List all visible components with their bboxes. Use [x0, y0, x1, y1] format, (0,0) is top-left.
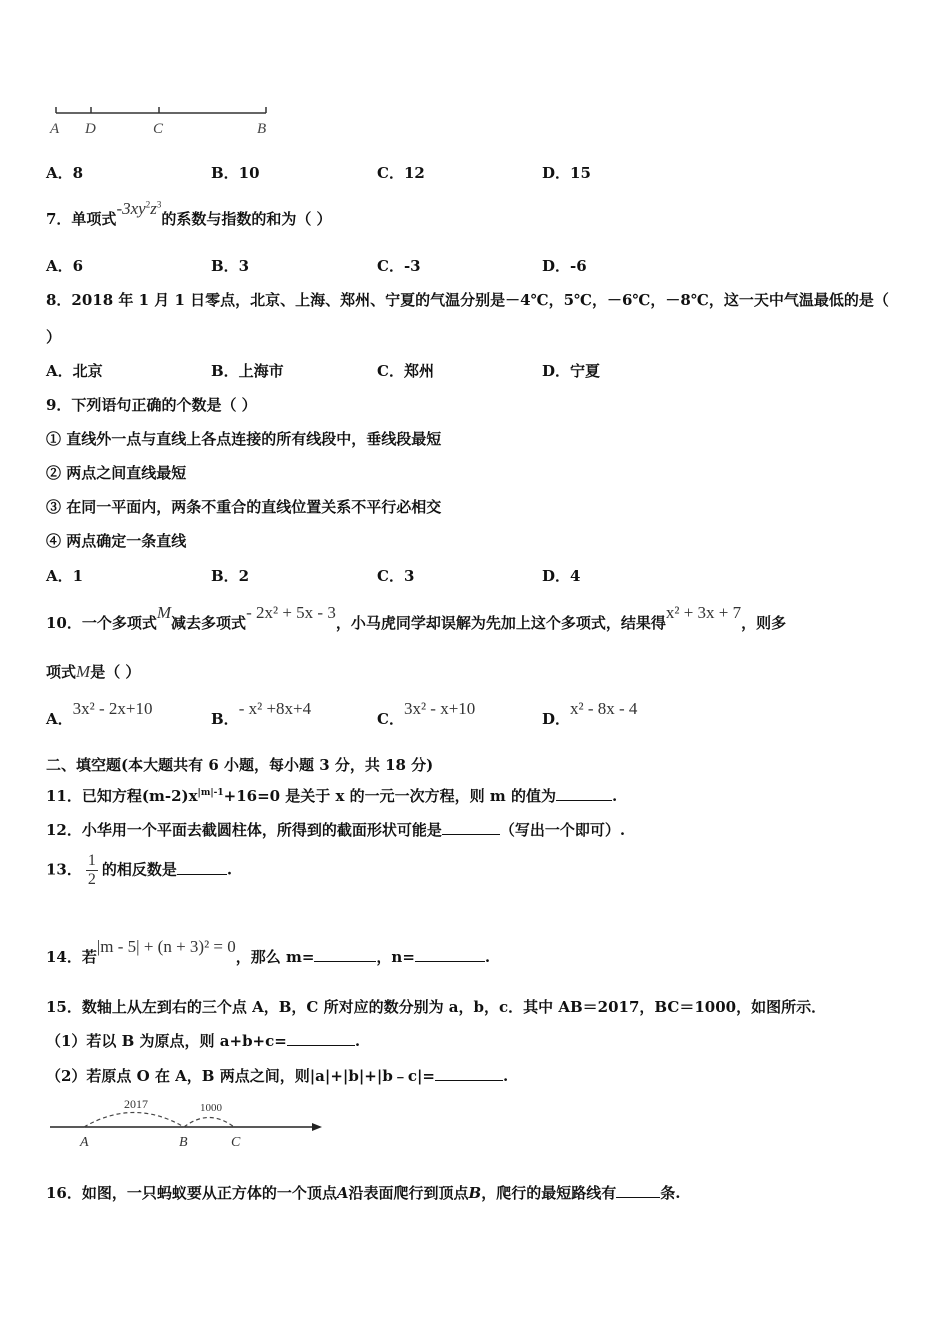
q10-wrong-result: x² + 3x + 7: [665, 603, 742, 622]
q9-option-d: D．4: [542, 567, 581, 585]
point-label-c: C: [153, 121, 164, 137]
q14-m-blank[interactable]: [314, 947, 376, 962]
q8-option-a: A．北京: [46, 362, 103, 380]
q7-option-c: C．-3: [377, 257, 421, 275]
question-12: 12．小华用一个平面去截圆柱体，所得到的截面形状可能是 （写出一个即可）.: [46, 821, 626, 839]
point-label-c: C: [231, 1135, 241, 1150]
q9-statement-3: ③ 在同一平面内，两条不重合的直线位置关系不平行必相交: [46, 498, 442, 516]
q10-option-d: D．x² - 8x - 4: [542, 699, 638, 728]
q7-option-a: A．6: [46, 257, 84, 275]
q15-part-2: （2）若原点 O 在 A，B 两点之间，则|a|+|b|+|b﹣c|= .: [46, 1067, 509, 1085]
q10-option-c: C．3x² - x+10: [377, 699, 476, 728]
q8-option-b: B．上海市: [211, 362, 284, 380]
q6-option-c: C．12: [377, 164, 425, 182]
q15-part1-blank[interactable]: [287, 1031, 355, 1046]
q12-answer-blank[interactable]: [442, 820, 500, 835]
q9-statement-4: ④ 两点确定一条直线: [46, 532, 187, 550]
q6-option-b: B．10: [211, 164, 260, 182]
q7-monomial: $-3xy^2z^3$: [116, 199, 162, 218]
q9-option-a: A．1: [46, 567, 84, 585]
q15-part2-blank[interactable]: [435, 1066, 503, 1081]
q11-answer-blank[interactable]: [556, 786, 612, 801]
question-10-line2: 项式M是（ ）: [46, 662, 141, 681]
q6-option-d: D．15: [542, 164, 591, 182]
question-16: 16．如图，一只蚂蚁要从正方体的一个顶点A沿表面爬行到顶点B，爬行的最短路线有 条.: [46, 1184, 681, 1202]
q9-option-b: B．2: [211, 567, 250, 585]
q7-option-b: B．3: [211, 257, 250, 275]
q10-subtracted-polynomial: - 2x² + 5x - 3: [246, 603, 336, 622]
q14-n-blank[interactable]: [415, 947, 485, 962]
point-label-a: A: [50, 121, 60, 137]
q15-part-1: （1）若以 B 为原点，则 a+b+c= .: [46, 1032, 361, 1050]
q9-statement-1: ① 直线外一点与直线上各点连接的所有线段中，垂线段最短: [46, 430, 442, 448]
question-7: [46, 199, 332, 229]
q7-option-d: D．-6: [542, 257, 587, 275]
section-title: 二、填空题(本大题共有 6 小题，每小题 3 分，共 18 分): [46, 756, 434, 774]
q7-prefix: 7．单项式: [46, 210, 117, 228]
q16-answer-blank[interactable]: [616, 1183, 660, 1198]
question-8-line2: ）: [46, 328, 62, 346]
question-11: 11．已知方程$(m-2)x^{|m|-1}+16=0$ 是关于 x 的一元一次方程，则 m 的值为 .: [46, 787, 618, 805]
question-8: 8．2018 年 1 月 1 日零点，北京、上海、郑州、宁夏的气温分别是－4℃，5℃，－6℃，－8℃，这一天中气温最低的是（: [46, 291, 889, 309]
question-14: 14．若|m - 5| + (n + 3)² = 0，那么 m= ，n= .: [46, 937, 491, 966]
q10-option-b: B．- x² +8x+4: [211, 699, 312, 728]
arc-label-ab: 2017: [124, 1097, 148, 1111]
arc-label-bc: 1000: [200, 1102, 222, 1114]
number-line-figure: [46, 1094, 336, 1154]
q10-m: M: [156, 603, 172, 622]
q13-fraction: $\frac{1}{2}$: [87, 852, 96, 888]
q8-option-c: C．郑州: [377, 362, 434, 380]
point-label-b: B: [179, 1135, 188, 1150]
q13-answer-blank[interactable]: [177, 860, 227, 875]
point-label-a: A: [80, 1135, 89, 1150]
q6-option-a: A．8: [46, 164, 84, 182]
point-label-b: B: [257, 121, 267, 137]
question-15: 15．数轴上从左到右的三个点 A，B，C 所对应的数分别为 a，b，c．其中 AB＝2017，BC＝1000，如图所示．: [46, 998, 827, 1016]
question-9: 9．下列语句正确的个数是（ ）: [46, 396, 257, 414]
question-10: 10．一个多项式M减去多项式- 2x² + 5x - 3，小马虎同学却误解为先加上这个多项式，结果得x² + 3x + 7，则多: [46, 603, 787, 632]
q10-option-a: A．3x² - 2x+10: [46, 699, 153, 728]
q9-option-c: C．3: [377, 567, 415, 585]
q7-suffix: 的系数与指数的和为（ ）: [161, 210, 332, 228]
segment-figure: [44, 102, 284, 142]
q9-statement-2: ② 两点之间直线最短: [46, 464, 187, 482]
point-label-d: D: [85, 121, 96, 137]
q8-option-d: D．宁夏: [542, 362, 601, 380]
question-13: 13． $\frac{1}{2}$ 的相反数是 .: [46, 852, 233, 888]
q14-equation: |m - 5| + (n + 3)² = 0: [96, 937, 236, 956]
